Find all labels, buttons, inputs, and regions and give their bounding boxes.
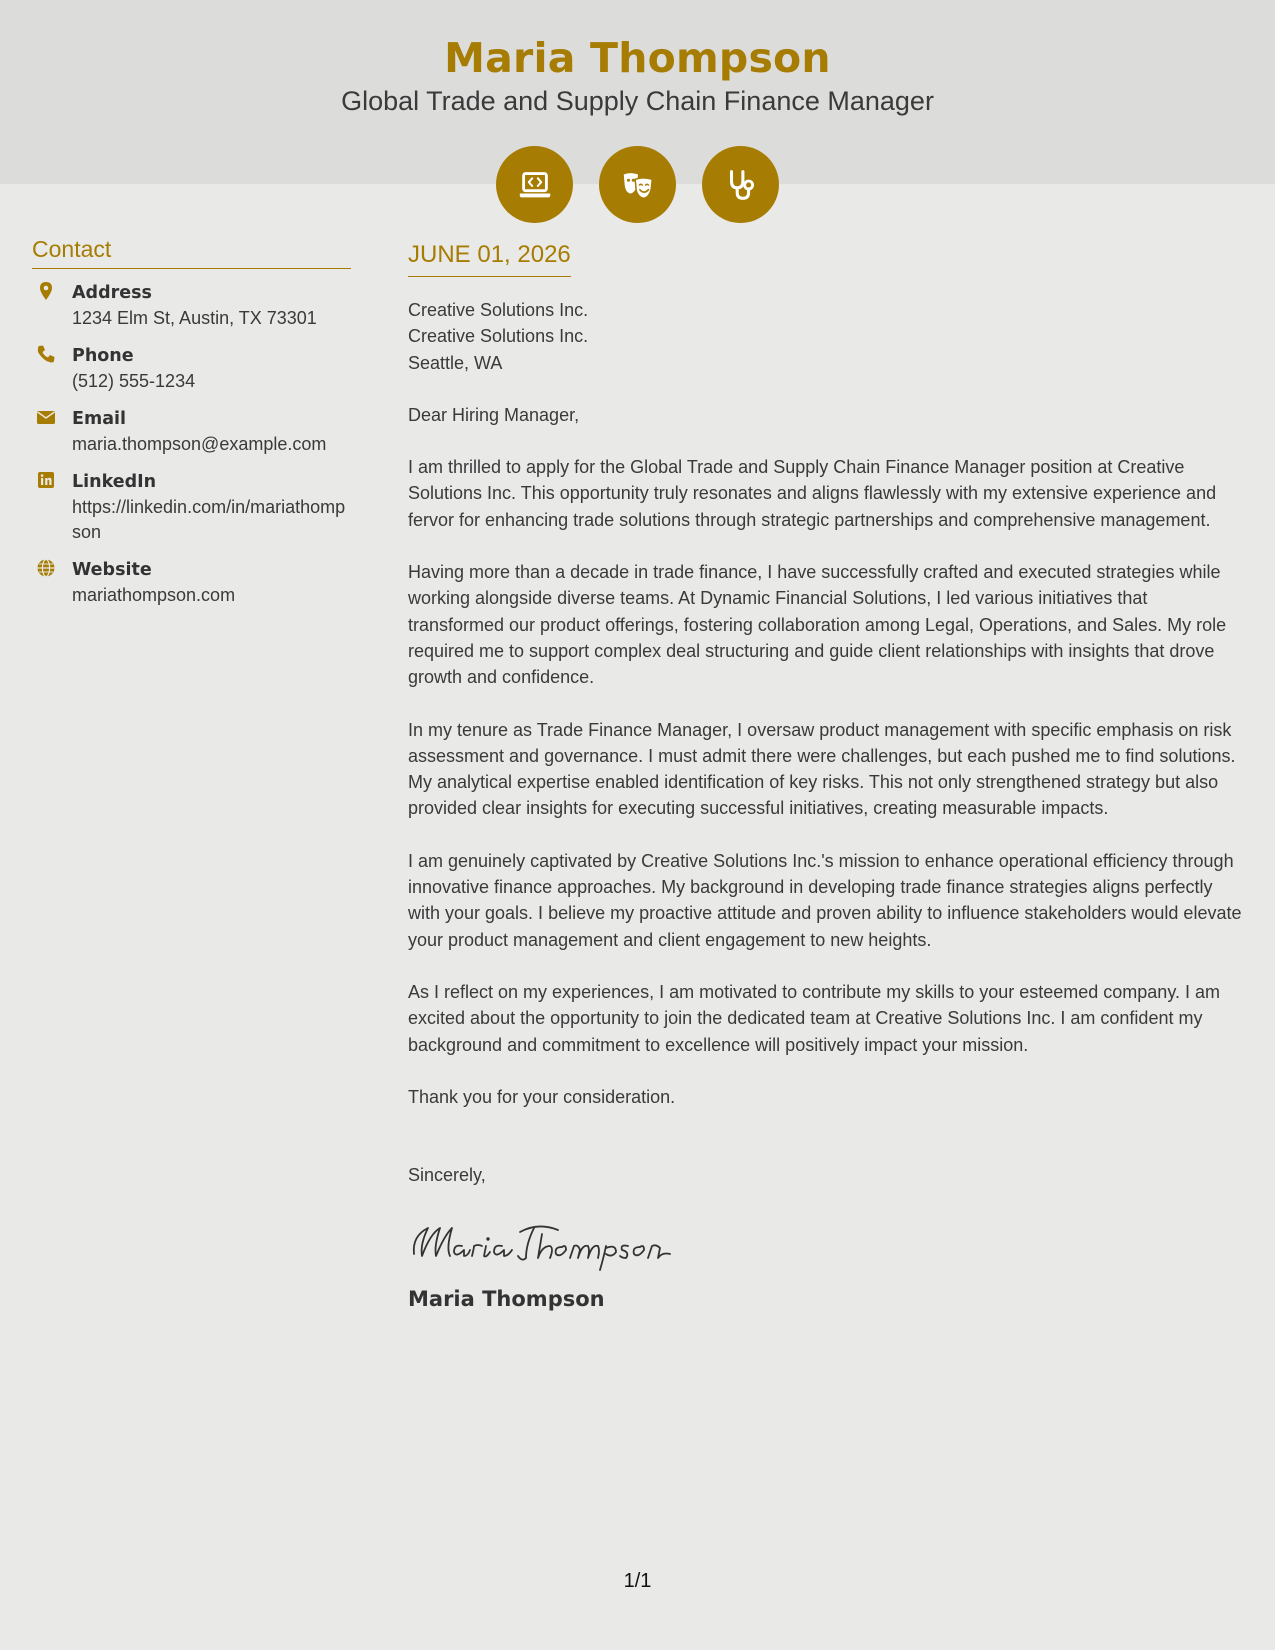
- contact-value: (512) 555-1234: [72, 371, 196, 391]
- recipient-line: Creative Solutions Inc.: [408, 300, 589, 320]
- handwritten-signature: [408, 1214, 1248, 1274]
- thank-you-line: Thank you for your consideration.: [408, 1086, 676, 1107]
- applicant-name: Maria Thompson: [444, 34, 831, 82]
- envelope-icon: [34, 407, 58, 431]
- contact-value[interactable]: mariathompson.com: [72, 585, 236, 605]
- laptop-code-icon: [496, 146, 573, 223]
- contact-label: Email: [72, 409, 126, 429]
- contact-address: [32, 281, 351, 331]
- body-paragraph: I am genuinely captivated by Creative Solutions Inc.'s mission to enhance operational efficiency through innovative finance approaches. My background in developing trade finance strategies aligns perfectly with your goals. I believe my proactive attitude and proven ability to influence stakeholders would elevate your product management and client engagement to new heights.: [408, 850, 1242, 950]
- linkedin-icon: [34, 470, 58, 494]
- page-number: 1/1: [623, 1570, 652, 1592]
- body-paragraph: I am thrilled to apply for the Global Trade and Supply Chain Finance Manager position at Creative Solutions Inc. This opportunity truly resonates and aligns flawlessly with my extensive experience and fervor for enhancing trade solutions through strategic partnerships and comprehensive management.: [408, 457, 1217, 530]
- theater-masks-icon: [599, 146, 676, 223]
- contact-heading: Contact: [32, 236, 351, 269]
- recipient-block: [408, 297, 1248, 376]
- recipient-line: Creative Solutions Inc.: [408, 326, 589, 347]
- contact-website: [32, 558, 351, 608]
- contact-value[interactable]: https://linkedin.com/in/mariathompson: [72, 497, 346, 542]
- phone-icon: [34, 344, 58, 368]
- letter-body: [408, 240, 1248, 1313]
- contact-email: [32, 407, 351, 457]
- header-icon-row: [0, 146, 1275, 223]
- contact-label: LinkedIn: [72, 472, 157, 492]
- contact-label: Phone: [72, 346, 134, 366]
- contact-label: Address: [72, 283, 152, 303]
- map-pin-icon: [34, 281, 58, 305]
- body-paragraph: As I reflect on my experiences, I am motivated to contribute my skills to your esteemed company. I am excited about the opportunity to join the dedicated team at Creative Solutions Inc. I am confident my background and commitment to excellence will positively impact your mission.: [408, 981, 1220, 1055]
- recipient-line: Seattle, WA: [408, 352, 503, 373]
- letter-date: JUNE 01, 2026: [408, 240, 571, 277]
- job-title: Global Trade and Supply Chain Finance Manager: [341, 86, 934, 116]
- contact-linkedin: [32, 470, 351, 545]
- stethoscope-icon: [702, 146, 779, 223]
- contact-label: Website: [72, 560, 152, 580]
- contact-value: maria.thompson@example.com: [72, 434, 327, 454]
- contact-phone: [32, 344, 351, 394]
- body-paragraph: Having more than a decade in trade finance, I have successfully crafted and executed strategies while working alongside diverse teams. At Dynamic Financial Solutions, I led various initiatives that transformed our product offerings, fostering collaboration among Legal, Operations, and Sales. My role required me to support complex deal structuring and guide client relationships with insights that drove growth and confidence.: [408, 562, 1227, 688]
- globe-icon: [34, 558, 58, 582]
- contact-sidebar: [32, 236, 351, 621]
- salutation: Dear Hiring Manager,: [408, 404, 580, 425]
- contact-value: 1234 Elm St, Austin, TX 73301: [72, 308, 317, 328]
- signed-name: Maria Thompson: [408, 1287, 605, 1312]
- body-paragraph: In my tenure as Trade Finance Manager, I oversaw product management with specific emphasis on risk assessment and governance. I must admit there were challenges, but each pushed me to find solutions. My analytical expertise enabled identification of key risks. This not only strengthened strategy but also provided clear insights for executing successful initiatives, creating measurable impacts.: [408, 719, 1236, 819]
- closing: Sincerely,: [408, 1165, 486, 1186]
